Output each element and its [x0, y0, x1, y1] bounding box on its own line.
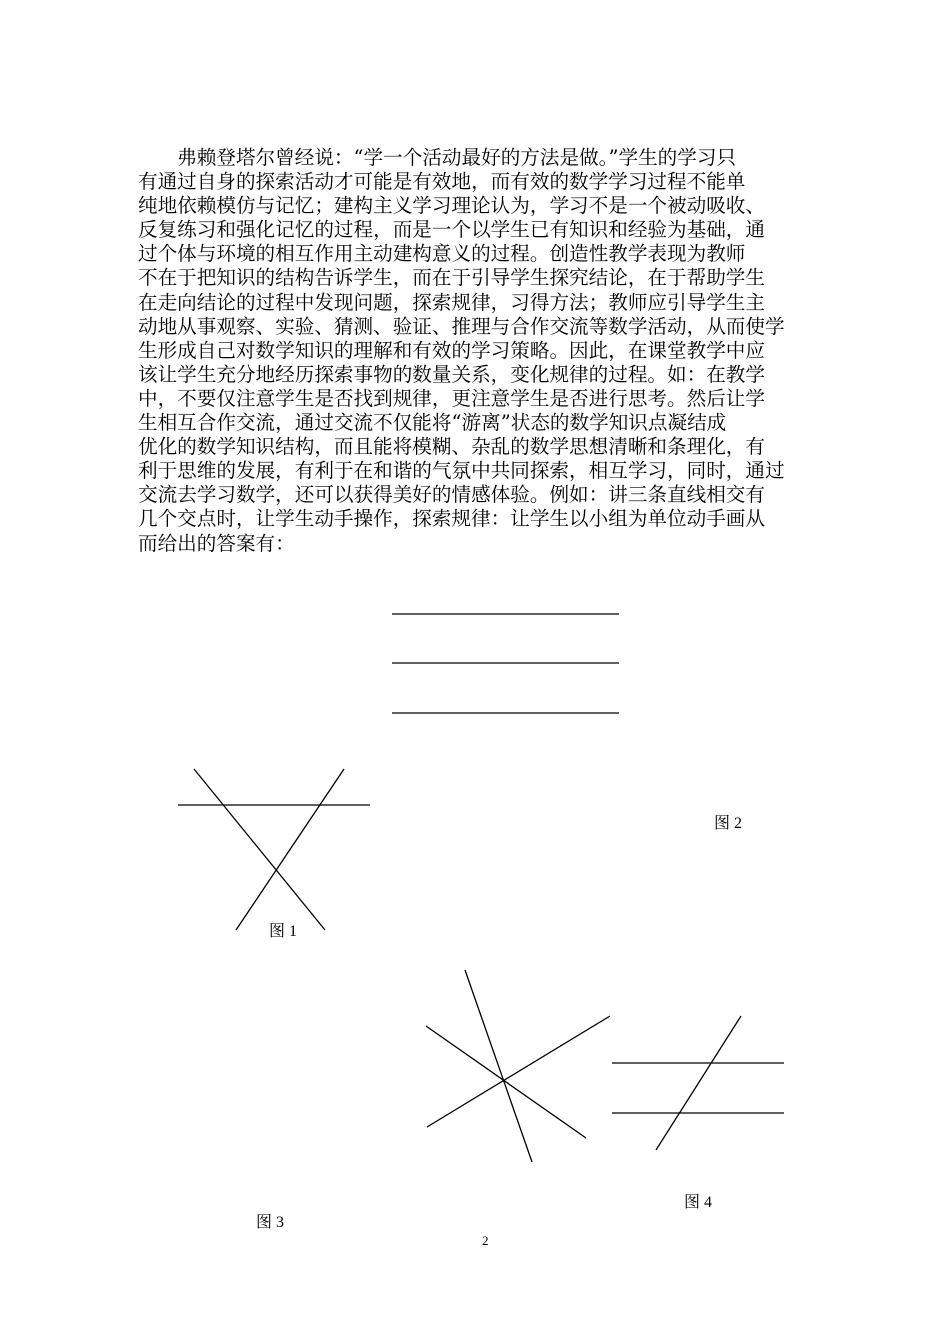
paragraph-line: 几个交点时，让学生动手操作，探索规律：让学生以小组为单位动手画从: [138, 507, 765, 531]
figure-4-transversal-lines: [612, 1016, 784, 1150]
figure-3-caption: 图 3: [256, 1214, 285, 1231]
paragraph-line: 交流去学习数学，还可以获得美好的情感体验。例如：讲三条直线相交有: [138, 483, 765, 507]
paragraph-line: 中，不要仅注意学生是否找到规律，更注意学生是否进行思考。然后让学: [138, 386, 765, 410]
paragraph-line: 在走向结论的过程中发现问题，探索规律，习得方法；教师应引导学生主: [138, 290, 765, 314]
intersecting-line: [427, 1016, 610, 1127]
intersecting-line: [236, 769, 344, 930]
figure-1-caption: 图 1: [269, 923, 298, 940]
transversal-line: [656, 1016, 741, 1150]
figure-3-concurrent-lines: [426, 970, 610, 1162]
intersecting-line: [194, 769, 325, 930]
page-number: 2: [482, 1233, 489, 1248]
paragraph-line: 生相互合作交流，通过交流不仅能将“游离”状态的数学知识点凝结成: [138, 411, 727, 435]
figure-2-parallel-lines: [392, 614, 619, 713]
paragraph-line: 利于思维的发展，有利于在和谐的气氛中共同探索，相互学习，同时，通过: [138, 459, 785, 483]
paragraph-line: 有通过自身的探索活动才可能是有效地，而有效的数学学习过程不能单: [138, 170, 746, 194]
figure-2-caption: 图 2: [714, 815, 743, 832]
intersecting-line: [426, 1026, 586, 1138]
paragraph-line: 优化的数学知识结构，而且能将模糊、杂乱的数学思想清晰和条理化，有: [138, 435, 765, 459]
paragraph-line: 纯地依赖模仿与记忆；建构主义学习理论认为，学习不是一个被动吸收、: [138, 194, 765, 218]
paragraph-line: 而给出的答案有：: [138, 531, 295, 555]
paragraph-line: 生形成自己对数学知识的理解和有效的学习策略。因此，在课堂教学中应: [138, 338, 765, 362]
paragraph-line: 弗赖登塔尔曾经说：“学一个活动最好的方法是做。”学生的学习只: [138, 146, 737, 169]
paragraph-line: 不在于把知识的结构告诉学生，而在于引导学生探究结论，在于帮助学生: [138, 266, 765, 290]
intersecting-line: [465, 970, 532, 1162]
paragraph-line: 过个体与环境的相互作用主动建构意义的过程。创造性教学表现为教师: [138, 242, 746, 266]
paragraph-line: 该让学生充分地经历探索事物的数量关系，变化规律的过程。如：在教学: [138, 362, 765, 386]
paragraph-line: 动地从事观察、实验、猜测、验证、推理与合作交流等数学活动，从而使学: [138, 314, 785, 338]
paragraph-line: 反复练习和强化记忆的过程，而是一个以学生已有知识和经验为基础，通: [138, 218, 765, 242]
figure-4-caption: 图 4: [684, 1194, 713, 1211]
figure-1-triangle-lines: [178, 769, 370, 930]
